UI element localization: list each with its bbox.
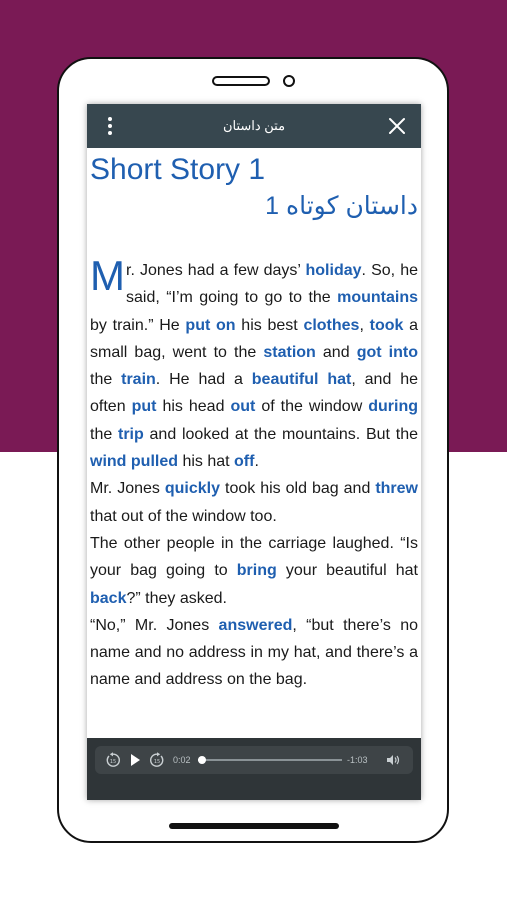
vocab-word[interactable]: quickly: [164, 480, 221, 498]
vocab-word[interactable]: back: [90, 589, 127, 607]
vocab-word[interactable]: during: [368, 398, 418, 416]
story-text-segment: by train.” He: [90, 316, 186, 334]
vocab-word[interactable]: mountains: [337, 289, 418, 307]
rewind-icon[interactable]: [105, 752, 121, 768]
vocab-word[interactable]: put on: [185, 316, 236, 334]
forward-icon[interactable]: [149, 752, 165, 768]
story-text-segment: The other people in the carriage laughed. “Is your bag going to: [90, 534, 418, 580]
story-paragraph: [90, 475, 418, 530]
story-text-segment: a small bag, went to the: [90, 316, 419, 361]
vocab-word[interactable]: beautiful hat: [251, 371, 352, 389]
vocab-word[interactable]: out: [230, 398, 256, 416]
story-text-segment: . He had a: [155, 371, 252, 389]
vocab-word[interactable]: threw: [375, 480, 418, 498]
front-camera: [283, 75, 295, 87]
vocab-word[interactable]: put: [131, 398, 157, 416]
slider-thumb[interactable]: [198, 756, 206, 764]
story-text-segment: his best: [235, 316, 304, 334]
story-paragraph: [90, 252, 419, 475]
story-text-segment: his hat: [178, 453, 235, 471]
story-text-segment: of the window: [255, 398, 369, 416]
svg-text:15: 15: [153, 759, 161, 765]
story-text-segment: r. Jones had a few days’: [126, 262, 306, 279]
story-text-segment: , “but there’s no name and no address in my hat, and there’s a name and address on the bag.: [90, 616, 418, 689]
story-title-persian: داستان کوتاه 1: [265, 192, 418, 220]
vocab-word[interactable]: trip: [118, 425, 144, 443]
story-text-segment: “No,” Mr. Jones: [90, 616, 219, 634]
story-paragraph: [90, 612, 418, 694]
story-text-segment: your beautiful hat: [276, 562, 418, 580]
app-screen: [87, 104, 421, 800]
vocab-word[interactable]: clothes: [303, 316, 360, 334]
story-text-segment: the: [90, 371, 122, 389]
story-paragraph: [90, 530, 418, 612]
story-text-segment: that out of the window too.: [90, 507, 277, 525]
page-title: متن داستان: [222, 118, 286, 133]
elapsed-time: 0:02: [173, 755, 191, 765]
story-text-segment: .: [254, 453, 259, 471]
player-controls: [95, 746, 413, 774]
story-text-segment: and: [315, 343, 357, 361]
home-indicator[interactable]: [169, 823, 339, 829]
story-text-segment: his head: [156, 398, 231, 416]
story-text-segment: . So, he said, “I’m going to go to the: [126, 262, 418, 307]
story-text-segment: ?” they asked.: [126, 589, 227, 607]
vocab-word[interactable]: wind: [90, 453, 127, 471]
vocab-word[interactable]: answered: [218, 616, 293, 634]
play-icon[interactable]: [127, 752, 143, 768]
top-bar: [87, 104, 421, 148]
drop-cap: M: [90, 252, 125, 299]
vocab-word[interactable]: took: [369, 316, 404, 334]
story-text-segment: ,: [359, 316, 370, 334]
story-text: [90, 252, 419, 694]
svg-text:15: 15: [109, 759, 117, 765]
story-text-segment: and looked at the mountains. But the: [143, 425, 418, 443]
vocab-word[interactable]: holiday: [305, 262, 362, 279]
vocab-word[interactable]: station: [263, 343, 316, 361]
close-icon[interactable]: [387, 116, 407, 136]
remaining-time: -1:03: [347, 755, 368, 765]
volume-icon[interactable]: [385, 752, 401, 768]
story-text-segment: took his old bag and: [220, 480, 376, 498]
vocab-word[interactable]: got into: [356, 343, 418, 361]
speaker-grille: [212, 76, 270, 86]
story-header: [90, 152, 418, 224]
vocab-word[interactable]: train: [121, 371, 156, 389]
vocab-word[interactable]: off: [234, 453, 255, 471]
progress-slider[interactable]: [198, 759, 342, 761]
story-text-segment: the: [90, 425, 118, 443]
audio-player: [87, 738, 421, 800]
story-text-segment: , and he often: [90, 371, 419, 416]
vocab-word[interactable]: pulled: [130, 453, 178, 471]
vocab-word[interactable]: bring: [236, 562, 277, 580]
story-text-segment: Mr. Jones: [90, 480, 165, 498]
story-title-english: Short Story 1: [90, 153, 266, 186]
